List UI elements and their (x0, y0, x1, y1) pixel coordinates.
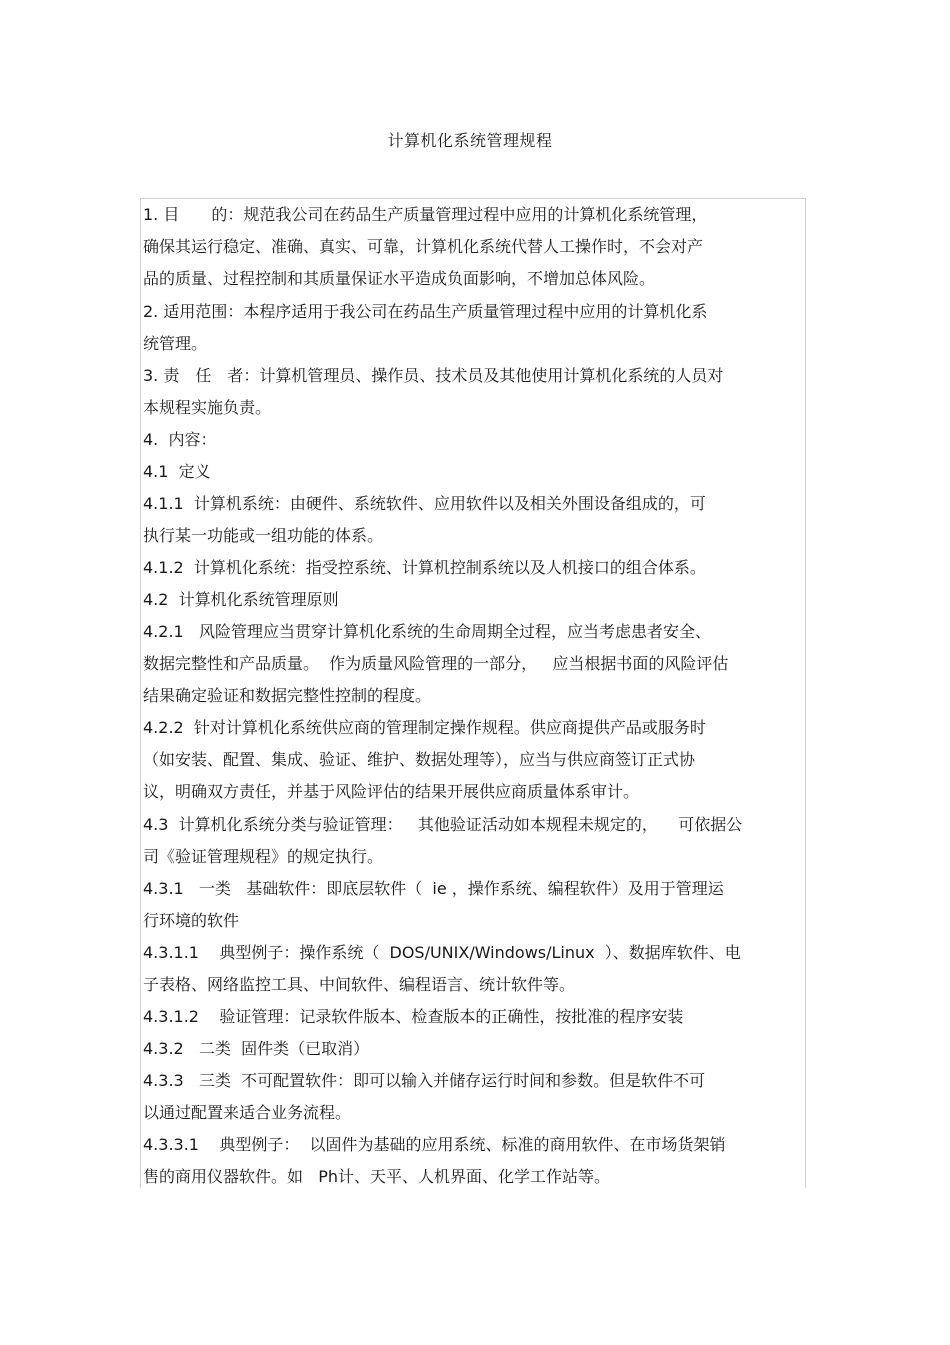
text-line: 2. 适用范围：本程序适用于我公司在药品生产质量管理过程中应用的计算机化系 (143, 302, 708, 321)
page-title: 计算机化系统管理规程 (387, 131, 553, 150)
text-line: 4.2 计算机化系统管理原则 (143, 590, 339, 609)
text-line: 子表格、网络监控工具、中间软件、编程语言、统计软件等。 (143, 975, 576, 994)
text-line: 4.1 定义 (143, 462, 211, 481)
text-line: 4. 内容： (143, 430, 217, 449)
text-line: 4.3.3.1 典型例子： 以固件为基础的应用系统、标准的商用软件、在市场货架销 (143, 1135, 726, 1154)
text-line: 确保其运行稳定、准确、真实、可靠，计算机化系统代替人工操作时，不会对产 (143, 237, 704, 256)
text-line: 4.2.1 风险管理应当贯穿计算机化系统的生命周期全过程，应当考虑患者安全、 (143, 622, 711, 641)
text-line: 4.3.1 一类 基础软件：即底层软件（ ie ，操作系统、编程软件）及用于管理运 (143, 879, 724, 898)
text-line: 4.1.1 计算机系统：由硬件、系统软件、应用软件以及相关外围设备组成的，可 (143, 494, 706, 513)
text-line: （如安装、配置、集成、验证、维护、数据处理等），应当与供应商签订正式协 (143, 750, 696, 769)
text-line: 以通过配置来适合业务流程。 (143, 1103, 352, 1122)
text-line: 1. 目 的：规范我公司在药品生产质量管理过程中应用的计算机化系统管理， (143, 205, 708, 224)
text-line: 售的商用仪器软件。如 Ph计、天平、人机界面、化学工作站等。 (143, 1167, 611, 1186)
text-line: 4.2.2 针对计算机化系统供应商的管理制定操作规程。供应商提供产品或服务时 (143, 718, 706, 737)
text-line: 本规程实施负责。 (143, 398, 272, 417)
text-line: 4.1.2 计算机化系统：指受控系统、计算机控制系统以及人机接口的组合体系。 (143, 558, 706, 577)
text-line: 数据完整性和产品质量。 作为质量风险管理的一部分， 应当根据书面的风险评估 (143, 654, 729, 673)
text-line: 议，明确双方责任，并基于风险评估的结果开展供应商质量体系审计。 (143, 782, 640, 801)
text-line: 4.3.1.2 验证管理：记录软件版本、检查版本的正确性，按批准的程序安装 (143, 1007, 684, 1026)
text-line: 4.3.2 二类 固件类（已取消） (143, 1039, 370, 1058)
text-line: 司《验证管理规程》的规定执行。 (143, 847, 384, 866)
text-line: 4.3 计算机化系统分类与验证管理： 其他验证活动如本规程未规定的， 可依据公 (143, 815, 743, 834)
text-line: 品的质量、过程控制和其质量保证水平造成负面影响，不增加总体风险。 (143, 269, 656, 288)
text-line: 4.3.1.1 典型例子：操作系统（ DOS/UNIX/Windows/Linux ）、数据库软件、电 (143, 943, 741, 962)
text-line: 执行某一功能或一组功能的体系。 (143, 526, 384, 545)
text-line: 3. 责 任 者：计算机管理员、操作员、技术员及其他使用计算机化系统的人员对 (143, 366, 724, 385)
text-line: 统管理。 (143, 334, 208, 353)
text-line: 4.3.3 三类 不可配置软件：即可以输入并储存运行时间和参数。但是软件不可 (143, 1071, 706, 1090)
text-line: 行环境的软件 (143, 911, 240, 930)
text-line: 结果确定验证和数据完整性控制的程度。 (143, 686, 432, 705)
